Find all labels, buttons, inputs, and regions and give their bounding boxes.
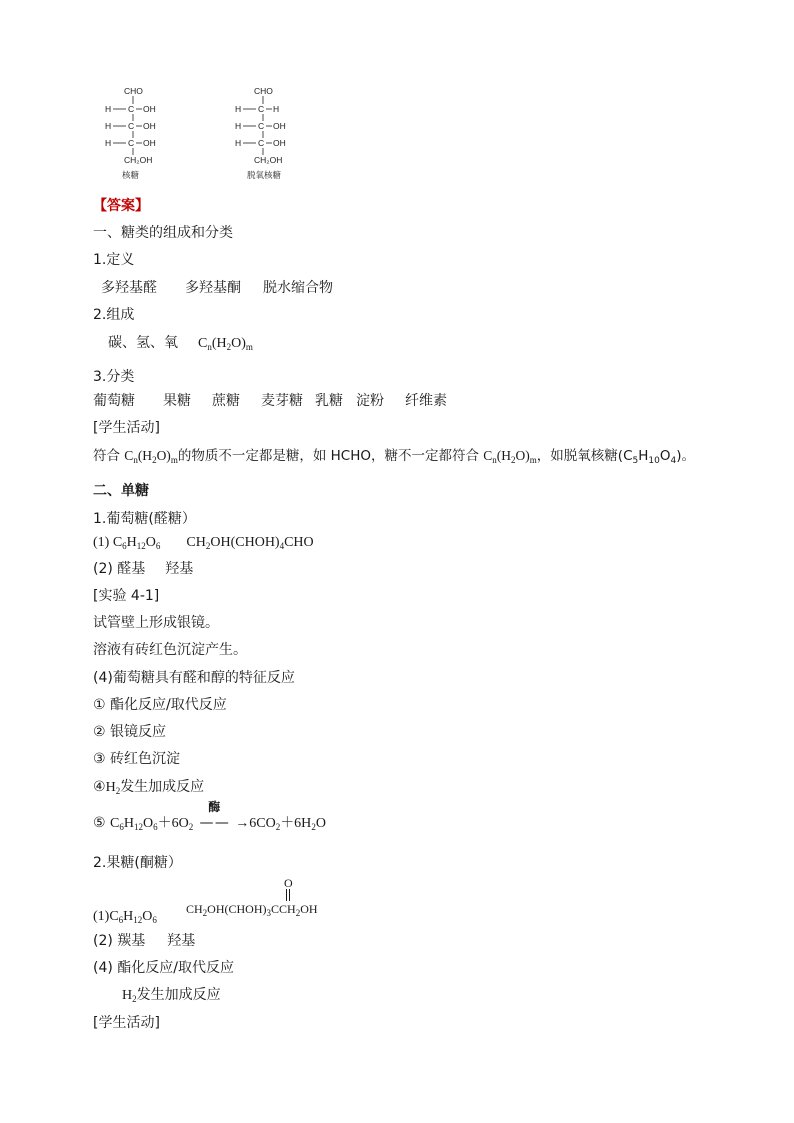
composition-elements: 碳、氢、氧 — [108, 335, 178, 351]
student-activity-1: [学生活动] — [93, 420, 160, 436]
fructose-groups: (2) 羰基 羟基 — [93, 933, 196, 949]
observation-2: 溶液有砖红色沉淀产生。 — [93, 642, 247, 658]
student-activity-2: [学生活动] — [93, 1015, 160, 1031]
section-1-title: 一、糖类的组成和分类 — [93, 225, 233, 241]
reaction-4: $④H_2$发生加成反应 — [93, 779, 205, 796]
definition-items — [101, 279, 333, 297]
ribose-r1-c: C — [128, 104, 135, 114]
reaction-3: ③ 砖红色沉淀 — [93, 751, 181, 767]
composition-line — [108, 334, 253, 353]
fructose-reaction-1: (4) 酯化反应/取代反应 — [93, 960, 235, 976]
carbonyl-oxygen: O — [284, 876, 293, 890]
def-item-3: 脱水缩合物 — [263, 280, 333, 296]
glucose-groups: (2) 醛基 羟基 — [93, 561, 194, 577]
enzyme-condition: 酶 — [208, 800, 221, 814]
deoxyribose-r2-left: H — [235, 121, 242, 131]
ribose-r1-left: H — [105, 104, 112, 114]
class-item-7: 纤维素 — [405, 393, 447, 409]
reaction-5: ⑤ $C_6H_{12}O_6+6O_2$ 酶 — — $\to 6CO_2+6H_2O$ — [93, 800, 326, 832]
glucose-title: 1.葡萄糖(醛糖） — [93, 511, 196, 527]
glucose-reactions-title: (4)葡萄糖具有醛和醇的特征反应 — [93, 670, 295, 686]
ribose-structure — [100, 84, 170, 186]
ribose-diagram — [100, 84, 170, 184]
fructose-reaction-2: $H_2$发生加成反应 — [122, 987, 221, 1004]
experiment-label: [实验 4-1] — [93, 588, 160, 604]
class-item-4: 麦芽糖 — [261, 393, 303, 409]
deoxyribose-diagram — [230, 84, 310, 184]
reaction-2: ② 银镜反应 — [93, 724, 167, 740]
glucose-structural-formula: $CH_2OH(CHOH)_4CHO$ — [186, 535, 314, 551]
ribose-r2-c: C — [128, 121, 135, 131]
classification-title: 3.分类 — [93, 369, 135, 385]
answer-label: 【答案】 — [93, 198, 149, 214]
ribose-r3-right: OH — [143, 138, 156, 148]
deoxyribose-caption: 脱氧核糖 — [247, 170, 282, 180]
class-item-1: 葡萄糖 — [93, 393, 135, 409]
definition-title: 1.定义 — [93, 252, 135, 268]
deoxyribose-r3-left: H — [235, 138, 242, 148]
ribose-r3-left: H — [105, 138, 112, 148]
deoxyribose-r1-c: C — [258, 104, 265, 114]
deoxyribose-r3-c: C — [258, 138, 265, 148]
deoxyribose-r2-c: C — [258, 121, 265, 131]
composition-title: 2.组成 — [93, 307, 135, 323]
composition-formula: $C_n(H_2O)_m$ — [198, 336, 253, 352]
glucose-formula-line: (1) $C_6H_{12}O_6$ $CH_2OH(CHOH)_4CHO$ — [93, 535, 314, 551]
ribose-r2-right: OH — [143, 121, 156, 131]
deoxyribose-bottom: CH₂OH — [254, 155, 283, 165]
enzyme-arrow: 酶 — — — [197, 814, 231, 832]
arrow-icon: → — [235, 816, 250, 831]
ribose-caption: 核糖 — [122, 170, 140, 180]
ribose-r3-c: C — [128, 138, 135, 148]
note-line: 符合 $C_n(H_2O)_m$的物质不一定都是糖，如 HCHO，糖不一定都符合 $C_n(H_2O)_m$，如脱氧核糖$(C_5H_{10}O_4)$。 — [93, 448, 695, 466]
deoxyribose-r1-left: H — [235, 104, 242, 114]
deoxyribose-r1-right: H — [273, 104, 280, 114]
def-item-1: 多羟基醛 — [101, 280, 157, 296]
reaction-1: ① 酯化反应/取代反应 — [93, 697, 227, 713]
class-item-3: 蔗糖 — [212, 393, 240, 409]
fructose-formula-line: $(1)C_6H_{12}O_6$ — [93, 909, 157, 925]
class-item-5: 乳糖 — [315, 393, 343, 409]
glucose-molecular-formula: $C_6H_{12}O_6$ — [112, 535, 161, 551]
ribose-r2-left: H — [105, 121, 112, 131]
class-item-6: 淀粉 — [356, 393, 384, 409]
def-item-2: 多羟基酮 — [185, 280, 241, 296]
ribose-top: CHO — [124, 86, 143, 96]
class-item-2: 果糖 — [163, 393, 191, 409]
fructose-molecular-formula: $C_6H_{12}O_6$ — [109, 909, 157, 925]
section-2-title: 二、单糖 — [93, 483, 149, 499]
reaction-5-equation: $C_6H_{12}O_6+6O_2$ — [110, 816, 194, 832]
ribose-r1-right: OH — [143, 104, 156, 114]
fructose-title: 2.果糖(酮糖） — [93, 855, 182, 871]
observation-1: 试管壁上形成银镜。 — [93, 615, 219, 631]
deoxyribose-r2-right: OH — [273, 121, 286, 131]
deoxyribose-r3-right: OH — [273, 138, 286, 148]
deoxyribose-top: CHO — [254, 86, 273, 96]
deoxyribose-structure — [230, 84, 310, 186]
classification-items — [93, 392, 447, 410]
ribose-bottom: CH₂OH — [124, 155, 153, 165]
